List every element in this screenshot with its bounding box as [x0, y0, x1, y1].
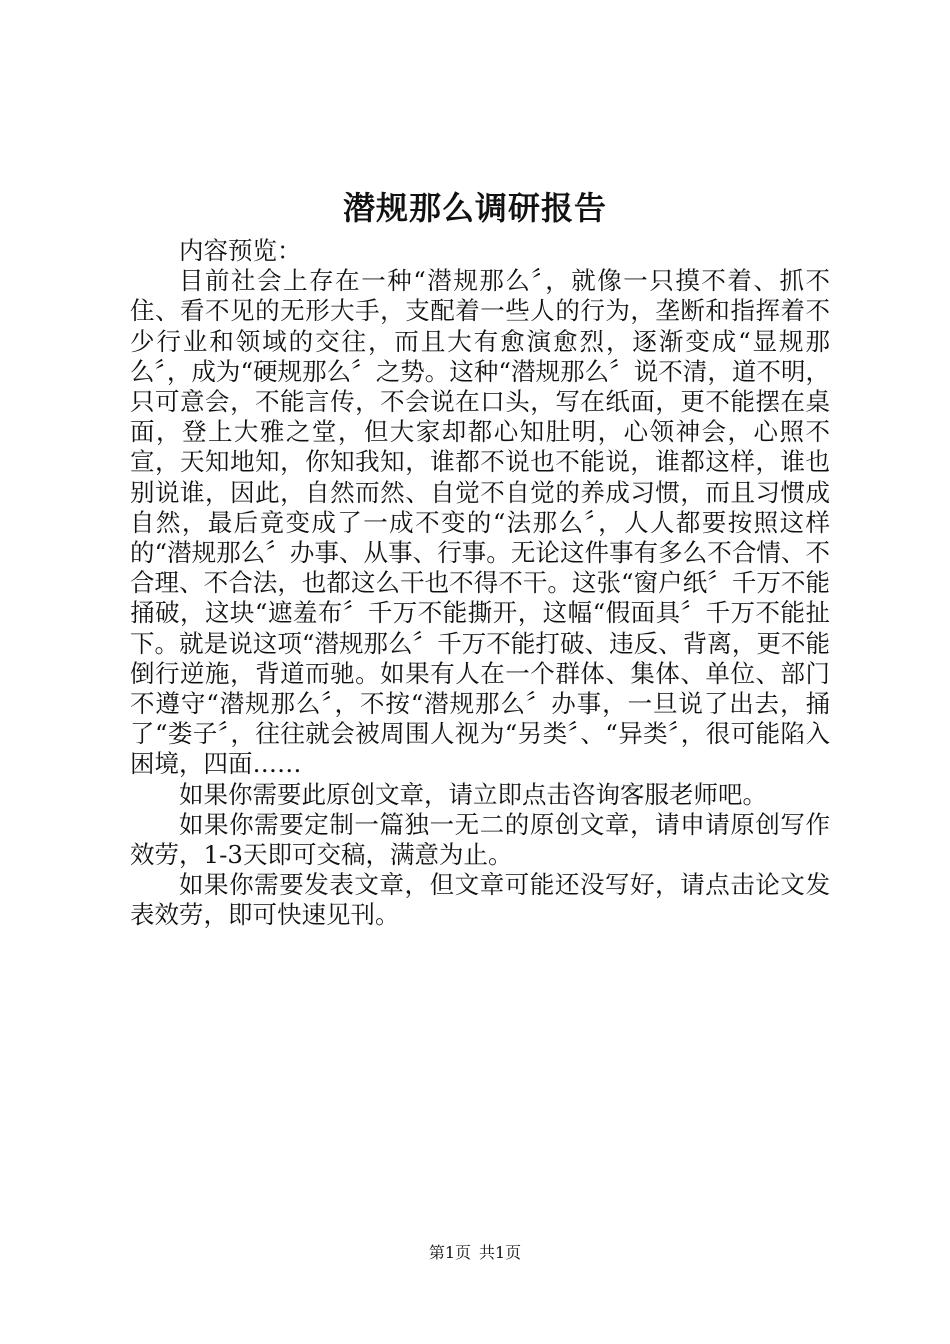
preview-paragraph: 目前社会上存在一种“潜规那么〞，就像一只摸不着、抓不住、看不见的无形大手，支配着一些人的行为，垄断和指挥着不少行业和领域的交往，而且大有愈演愈烈，逐渐变成“显规那么〞，成为“硬规那么〞之势。这种“潜规那么〞说不清，道不明，只可意会，不能言传，不会说在口头，写在纸面，更不能摆在桌面，登上大雅之堂，但大家却都心知肚明，心领神会，心照不宣，天知地知，你知我知，谁都不说也不能说，谁都这样，谁也别说谁，因此，自然而然、自觉不自觉的养成习惯，而且习惯成自然，最后竟变成了一成不变的“法那么〞，人人都要按照这样的“潜规那么〞办事、从事、行事。无论这件事有多么不合情、不合理、不合法，也都这么干也不得不干。这张“窗户纸〞千万不能捅破，这块“遮羞布〞千万不能撕开，这幅“假面具〞千万不能扯下。就是说这项“潜规那么〞千万不能打破、违反、背离，更不能倒行逆施，背道而驰。如果有人在一个群体、集体、单位、部门不遵守“潜规那么〞，不按“潜规那么〞办事，一旦说了出去，捅了“娄子〞，往往就会被周围人视为“另类〞、“异类〞，很可能陷入困境，四面……	[130, 266, 830, 779]
document-body	[130, 236, 830, 931]
consult-service-paragraph: 如果你需要此原创文章，请立即点击咨询客服老师吧。	[179, 779, 767, 809]
document-title: 潜规那么调研报告	[342, 189, 607, 227]
custom-writing-paragraph: 如果你需要定制一篇独一无二的原创文章，请申请原创写作效劳，1-3天即可交稿，满意为止。	[130, 809, 830, 870]
page-number: 第1页	[428, 1243, 471, 1262]
page-footer	[0, 1242, 950, 1264]
publish-service-paragraph: 如果你需要发表文章，但文章可能还没写好，请点击论文发表效劳，即可快速见刊。	[130, 870, 830, 930]
preview-label: 内容预览：	[179, 236, 302, 265]
page-total: 共1页	[479, 1243, 522, 1262]
